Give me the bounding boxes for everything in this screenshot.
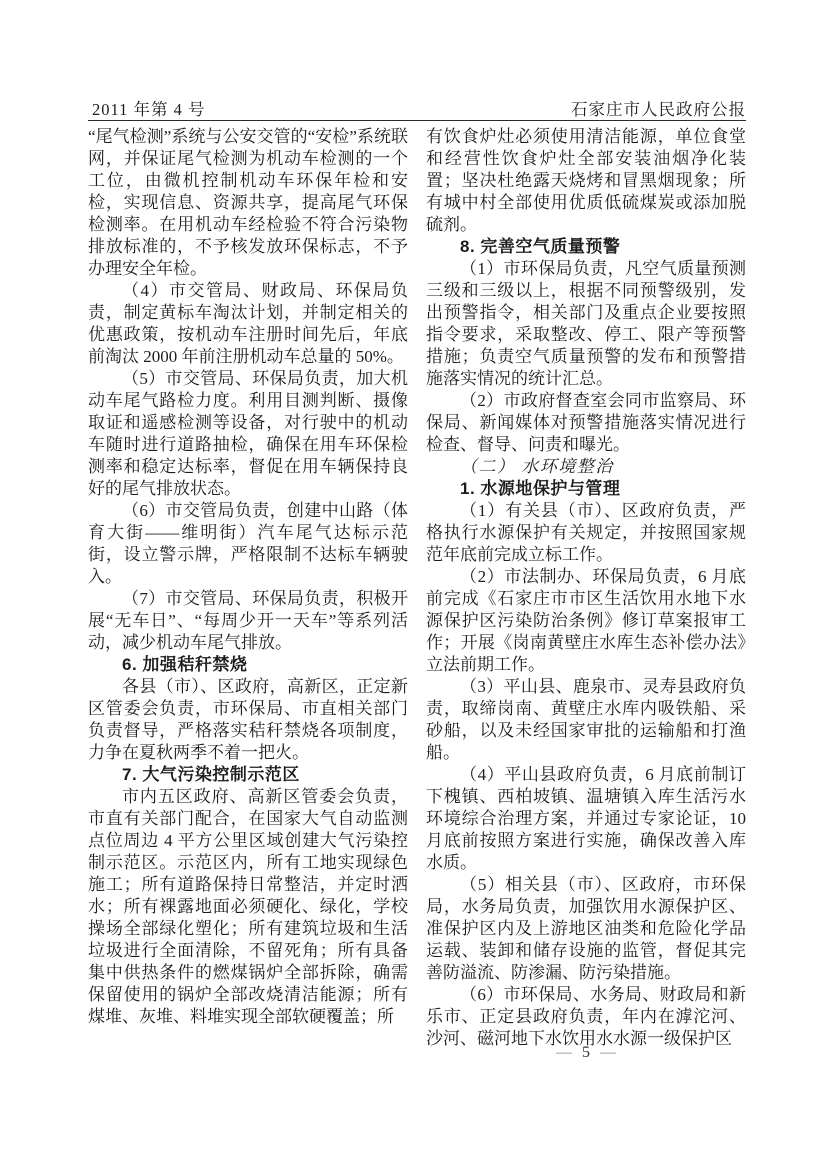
paragraph: （4）平山县政府负责，6 月底前制订下槐镇、西柏坡镇、温塘镇入库生活污水环境综合治理方案，并通过专家论证，10 月底前按照方案进行实施，确保改善入库水质。: [426, 765, 746, 872]
paragraph: （1）有关县（市）、区政府负责，严格执行水源保护有关规定，并按照国家规范年底前完成立标工作。: [426, 501, 746, 564]
paragraph: （2）市政府督查室会同市监察局、环保局、新闻媒体对预警措施落实情况进行检查、督导、问责和曝光。: [426, 391, 746, 454]
subsection-heading: （二） 水环境整治: [460, 457, 614, 476]
paragraph: 有饮食炉灶必须使用清洁能源，单位食堂和经营性饮食炉灶全部安装油烟净化装置；坚决杜绝露天烧烤和冒黑烟现象；所有城中村全部使用优质低硫煤炭或添加脱硫剂。: [426, 127, 746, 234]
paragraph: （5）市交管局、环保局负责，加大机动车尾气路检力度。利用目测判断、摄像取证和遥感检测等设备，对行驶中的机动车随时进行道路抽检，确保在用车环保检测率和稳定达标率，督促在用车辆保持良好的尾气排放状态。: [88, 369, 408, 498]
page-number-dash-right: —: [600, 1044, 616, 1061]
header-divider: [88, 120, 746, 121]
page-header: [92, 96, 746, 120]
issue-number: 2011 年第 4 号: [92, 100, 206, 119]
paragraph: 各县（市）、区政府，高新区，正定新区管委会负责，市环保局、市直相关部门负责督导，严格落实秸秆禁烧各项制度，力争在夏秋两季不着一把火。: [88, 677, 408, 762]
paragraph: 市内五区政府、高新区管委会负责，市直有关部门配合，在国家大气自动监测点位周边 4 平方公里区域创建大气污染控制示范区。示范区内，所有工地实现绿色施工；所有道路保持日常整洁，并定时洒水；所有裸露地面必须硬化、绿化，学校操场全部绿化塑化；所有建筑垃圾和生活垃圾进行全面清除，不留死角；所有具备集中供热条件的燃煤锅炉全部拆除，确需保留使用的锅炉全部改烧清洁能源；所有煤堆、灰堆、料堆实现全部软硬覆盖；所: [88, 787, 408, 1026]
text-column-right: [426, 126, 746, 1050]
paragraph: （6）市环保局、水务局、财政局和新乐市、正定县政府负责，年内在滹沱河、沙河、磁河地下水饮用水水源一级保护区: [426, 985, 746, 1048]
page-number-dash-left: —: [556, 1044, 572, 1061]
paragraph: （3）平山县、鹿泉市、灵寿县政府负责，取缔岗南、黄壁庄水库内吸铁船、采砂船，以及未经国家审批的运输船和打渔船。: [426, 677, 746, 762]
page-number: [426, 1044, 746, 1062]
section-heading: 6. 加强秸秆禁烧: [122, 655, 248, 674]
section-heading: 1. 水源地保护与管理: [460, 479, 621, 498]
page-number-value: 5: [582, 1044, 590, 1061]
text-column-left: [88, 126, 408, 1028]
paragraph: （7）市交管局、环保局负责，积极开展“无车日”、“每周少开一天车”等系列活动，减少机动车尾气排放。: [88, 589, 408, 652]
paragraph: （2）市法制办、环保局负责，6 月底前完成《石家庄市市区生活饮用水地下水源保护区污染防治条例》修订草案报审工作；开展《岗南黄壁庄水库生态补偿办法》立法前期工作。: [426, 567, 746, 674]
section-heading: 8. 完善空气质量预警: [460, 237, 621, 256]
paragraph: （1）市环保局负责，凡空气质量预测三级和三级以上，根据不同预警级别，发出预警指令，相关部门及重点企业要按照指令要求，采取整改、停工、限产等预警措施；负责空气质量预警的发布和预警措施落实情况的统计汇总。: [426, 259, 746, 388]
paragraph: （5）相关县（市）、区政府，市环保局，水务局负责，加强饮用水源保护区、准保护区内及上游地区油类和危险化学品运载、装卸和储存设施的监管，督促其完善防溢流、防渗漏、防污染措施。: [426, 875, 746, 982]
paragraph: （4）市交管局、财政局、环保局负责，制定黄标车淘汰计划，并制定相关的优惠政策，按机动车注册时间先后，年底前淘汰 2000 年前注册机动车总量的 50%。: [88, 281, 408, 366]
publication-title: 石家庄市人民政府公报: [571, 100, 746, 119]
paragraph: （6）市交管局负责，创建中山路（体育大街——维明街）汽车尾气达标示范街，设立警示牌，严格限制不达标车辆驶入。: [88, 501, 408, 586]
paragraph: “尾气检测”系统与公安交管的“安检”系统联网，并保证尾气检测为机动车检测的一个工位，由微机控制机动车环保年检和安检，实现信息、资源共享，提高尾气环保检测率。在用机动车经检验不符合污染物排放标准的，不予核发放环保标志，不予办理安全年检。: [88, 127, 408, 278]
section-heading: 7. 大气污染控制示范区: [122, 765, 300, 784]
